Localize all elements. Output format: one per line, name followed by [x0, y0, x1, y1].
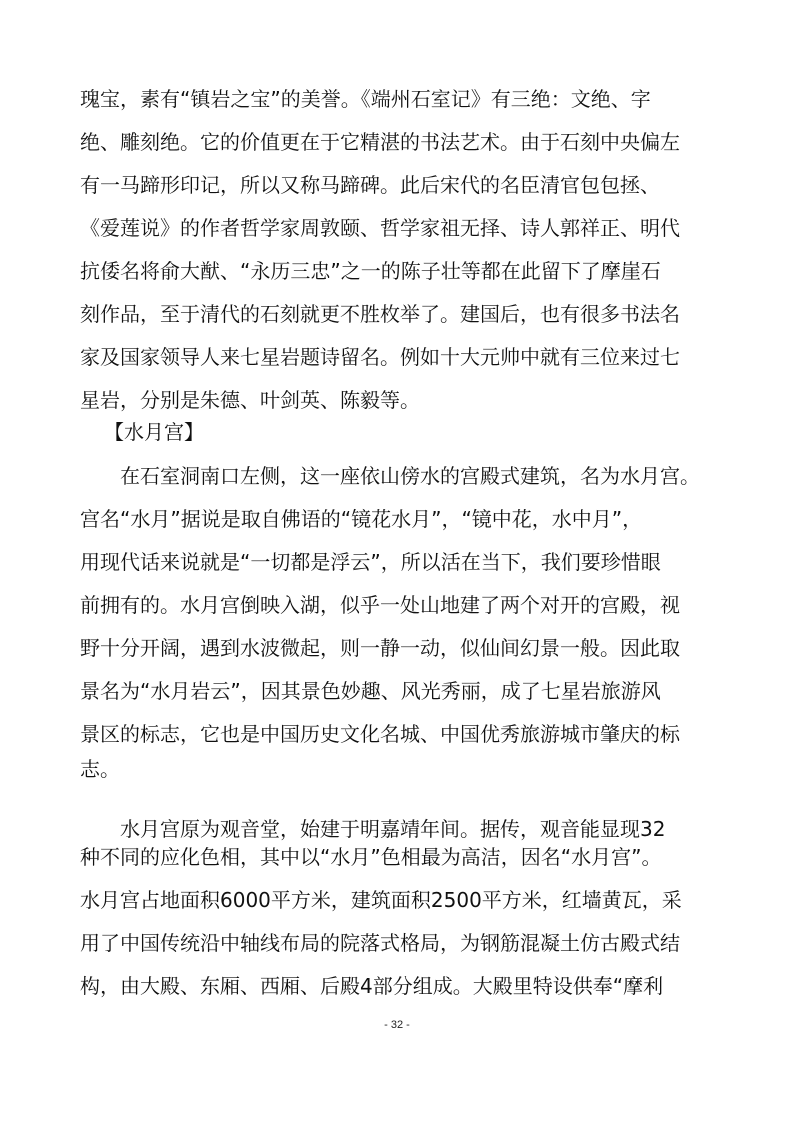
paragraph-first-line: 水月宫原为观音堂，始建于明嘉靖年间。据传，观音能显现32 — [120, 817, 666, 841]
text-line: 有一马蹄形印记，所以又称马蹄碑。此后宋代的名臣清官包包拯、 — [80, 173, 660, 197]
text-line: 水月宫占地面积6000平方米，建筑面积2500平方米，红墙黄瓦，采 — [80, 888, 682, 912]
text-line: 《爱莲说》的作者哲学家周敦颐、哲学家祖无择、诗人郭祥正、明代 — [80, 216, 680, 240]
text-line: 绝、雕刻绝。它的价值更在于它精湛的书法艺术。由于石刻中央偏左 — [80, 130, 680, 154]
text-line: 抗倭名将俞大猷、“永历三忠”之一的陈子壮等都在此留下了摩崖石 — [80, 259, 661, 283]
paragraph-first-line: 在石室洞南口左侧，这一座依山傍水的宫殿式建筑，名为水月宫。 — [120, 464, 700, 488]
section-heading: 【水月宫】 — [104, 420, 204, 444]
text-line: 瑰宝，素有“镇岩之宝”的美誉。《端州石室记》有三绝：文绝、字 — [80, 87, 651, 111]
text-line: 宫名“水月”据说是取自佛语的“镜花水月”，“镜中花，水中月”， — [80, 507, 643, 531]
text-line: 景名为“水月岩云”，因其景色妙趣、风光秀丽，成了七星岩旅游风 — [80, 679, 661, 703]
text-line: 前拥有的。水月宫倒映入湖，似乎一处山地建了两个对开的宫殿，视 — [80, 593, 680, 617]
text-line: 种不同的应化色相，其中以“水月”色相最为高洁，因名“水月宫”。 — [80, 845, 662, 869]
text-line: 用现代话来说就是“一切都是浮云”，所以活在当下，我们要珍惜眼 — [80, 550, 661, 574]
text-line: 景区的标志，它也是中国历史文化名城、中国优秀旅游城市肇庆的标 — [80, 722, 680, 746]
text-line: 野十分开阔，遇到水波微起，则一静一动，似仙间幻景一般。因此取 — [80, 636, 680, 660]
text-line: 构，由大殿、东厢、西厢、后殿4部分组成。大殿里特设供奉“摩利 — [80, 974, 664, 998]
page-number: - 32 - — [384, 1019, 410, 1031]
text-line: 志。 — [80, 757, 120, 781]
text-line: 刻作品，至于清代的石刻就更不胜枚举了。建国后，也有很多书法名 — [80, 302, 680, 326]
text-line: 家及国家领导人来七星岩题诗留名。例如十大元帅中就有三位来过七 — [80, 345, 680, 369]
text-line: 用了中国传统沿中轴线布局的院落式格局，为钢筋混凝土仿古殿式结 — [80, 931, 680, 955]
text-line: 星岩，分别是朱德、叶剑英、陈毅等。 — [80, 388, 420, 412]
